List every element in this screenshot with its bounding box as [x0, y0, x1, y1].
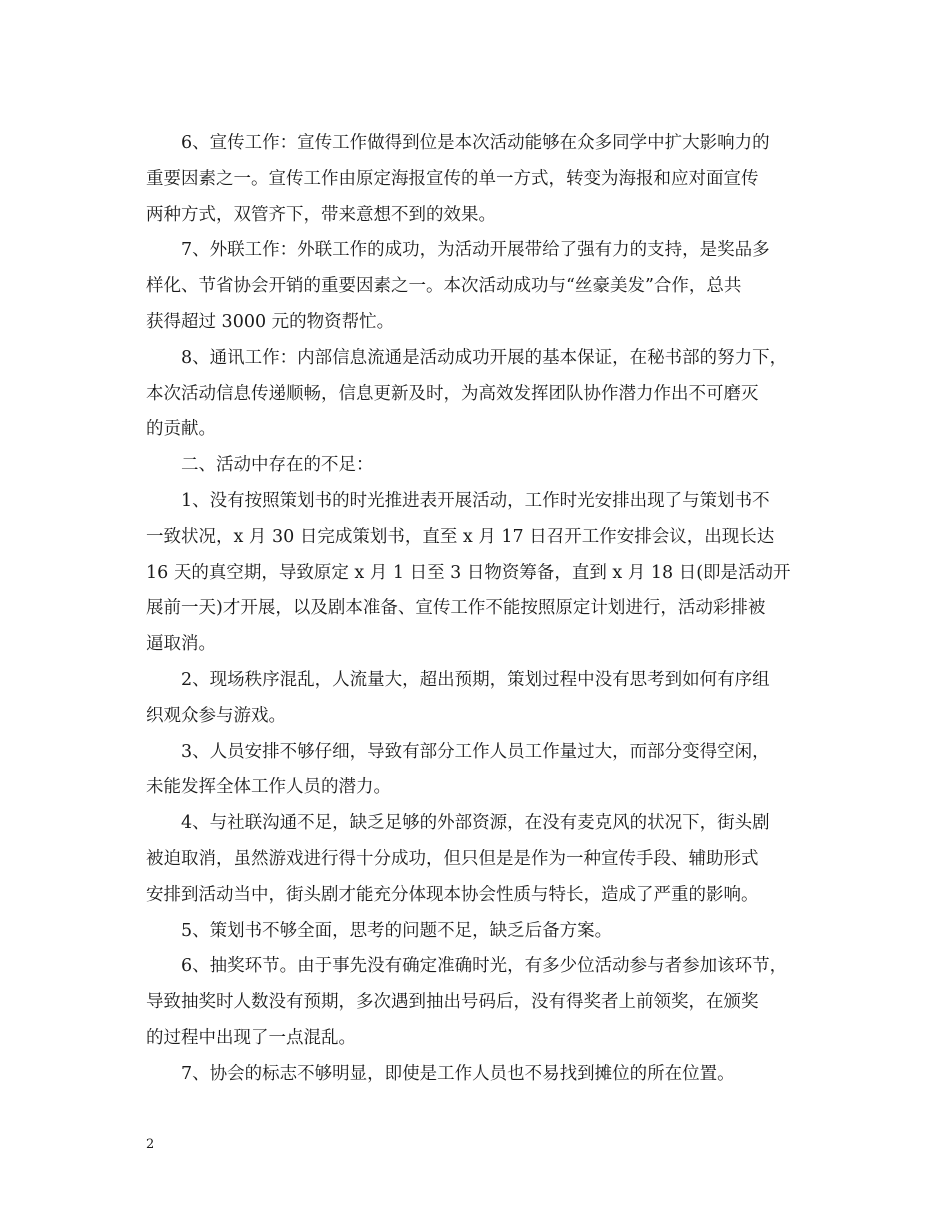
text-line: 1、没有按照策划书的时光推进表开展活动，工作时光安排出现了与策划书不	[181, 490, 770, 511]
text-line: 3、人员安排不够仔细，导致有部分工作人员工作量过大，而部分变得空闲，	[181, 741, 770, 762]
text-line: 8、通讯工作：内部信息流通是活动成功开展的基本保证，在秘书部的努力下，	[181, 347, 788, 368]
text-line: 织观众参与游戏。	[146, 705, 286, 726]
text-line: 的贡献。	[146, 419, 216, 440]
text-line: 二、活动中存在的不足：	[181, 455, 374, 476]
text-line: 未能发挥全体工作人员的潜力。	[146, 777, 391, 798]
text-line: 7、协会的标志不够明显，即使是工作人员也不易找到摊位的所在位置。	[181, 1063, 735, 1084]
text-line: 展前一天)才开展，以及剧本准备、宣传工作不能按照原定计划进行，活动彩排被	[146, 598, 766, 619]
text-line: 7、外联工作：外联工作的成功，为活动开展带给了强有力的支持，是奖品多	[181, 240, 770, 261]
text-line: 导致抽奖时人数没有预期，多次遇到抽出号码后，没有得奖者上前领奖，在颁奖	[146, 992, 759, 1013]
text-line: 4、与社联沟通不足，缺乏足够的外部资源，在没有麦克风的状况下，街头剧	[181, 813, 770, 834]
text-line: 逼取消。	[146, 634, 216, 655]
text-line: 6、抽奖环节。由于事先没有确定准确时光，有多少位活动参与者参加该环节，	[181, 956, 788, 977]
text-line: 6、宣传工作：宣传工作做得到位是本次活动能够在众多同学中扩大影响力的	[181, 133, 770, 153]
text-line: 16 天的真空期，导致原定 x 月 1 日至 3 日物资筹备，直到 x 月 18 日(即是活动开	[146, 562, 791, 583]
text-line: 两种方式，双管齐下，带来意想不到的效果。	[146, 204, 496, 225]
text-line: 本次活动信息传递顺畅，信息更新及时，为高效发挥团队协作潜力作出不可磨灭	[146, 383, 759, 404]
text-line: 2、现场秩序混乱，人流量大，超出预期，策划过程中没有思考到如何有序组	[181, 669, 770, 690]
text-line: 的过程中出现了一点混乱。	[146, 1027, 356, 1048]
document-body	[146, 126, 816, 1093]
text-line: 被迫取消，虽然游戏进行得十分成功，但只但是是作为一种宣传手段、辅助形式	[146, 848, 759, 869]
page-number: 2	[146, 1137, 155, 1152]
text-line: 获得超过 3000 元的物资帮忙。	[146, 311, 395, 332]
text-line: 5、策划书不够全面，思考的问题不足，缺乏后备方案。	[181, 920, 613, 941]
text-line: 一致状况，x 月 30 日完成策划书，直至 x 月 17 日召开工作安排会议，出现长达	[146, 526, 775, 547]
text-line: 安排到活动当中，街头剧才能充分体现本协会性质与特长，造成了严重的影响。	[146, 884, 759, 905]
text-line: 重要因素之一。宣传工作由原定海报宣传的单一方式，转变为海报和应对面宣传	[146, 168, 759, 189]
text-line: 样化、节省协会开销的重要因素之一。本次活动成功与“丝豪美发”合作，总共	[146, 276, 742, 297]
